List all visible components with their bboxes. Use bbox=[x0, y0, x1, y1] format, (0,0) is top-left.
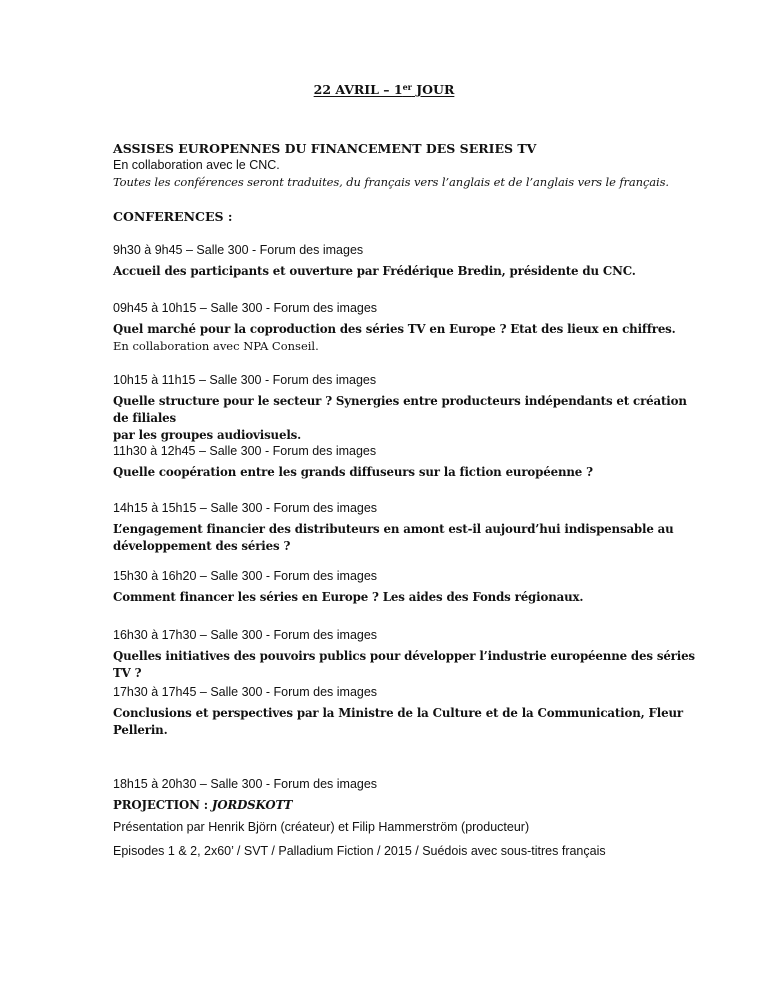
session-time: 15h30 à 16h20 – Salle 300 - Forum des images bbox=[113, 569, 378, 583]
session-2 bbox=[113, 300, 698, 355]
collaboration-note: En collaboration avec le CNC. bbox=[113, 158, 280, 172]
day-title-main: 22 AVRIL – 1 bbox=[313, 82, 403, 97]
session-3 bbox=[113, 372, 698, 444]
session-title: Quel marché pour la coproduction des séries TV en Europe ? Etat des lieux en chiffres. bbox=[113, 322, 676, 336]
film-title: JORDSKOTT bbox=[211, 798, 293, 812]
session-title-line-1: L’engagement financier des distributeurs en amont est-il aujourd’hui indispensable au bbox=[113, 522, 674, 536]
session-collaboration: En collaboration avec NPA Conseil. bbox=[113, 339, 319, 353]
day-title-end: JOUR bbox=[411, 82, 455, 97]
projection-title bbox=[113, 797, 698, 814]
day-title-text bbox=[314, 82, 455, 97]
session-title: Quelle coopération entre les grands diffuseurs sur la fiction européenne ? bbox=[113, 465, 593, 479]
session-time: 09h45 à 10h15 – Salle 300 - Forum des images bbox=[113, 301, 378, 315]
projection-label: PROJECTION : bbox=[113, 798, 212, 812]
session-title-line-2: par les groupes audiovisuels. bbox=[113, 428, 302, 442]
session-time: 10h15 à 11h15 – Salle 300 - Forum des images bbox=[113, 373, 377, 387]
day-title bbox=[0, 82, 768, 97]
session-title-line-2: développement des séries ? bbox=[113, 539, 291, 553]
projection-presenters: Présentation par Henrik Björn (créateur) et Filip Hammerström (producteur) bbox=[113, 820, 530, 834]
translation-note: Toutes les conférences seront traduites, du français vers l’anglais et de l’anglais vers le français. bbox=[113, 175, 669, 189]
event-header bbox=[113, 140, 713, 191]
projection-time: 18h15 à 20h30 – Salle 300 - Forum des images bbox=[113, 777, 378, 791]
session-4 bbox=[113, 443, 698, 481]
session-time: 16h30 à 17h30 – Salle 300 - Forum des images bbox=[113, 628, 378, 642]
session-title: Comment financer les séries en Europe ? Les aides des Fonds régionaux. bbox=[113, 590, 584, 604]
day-title-sup: er bbox=[402, 82, 412, 92]
session-title-line-1: Quelle structure pour le secteur ? Synergies entre producteurs indépendants et création de filiales bbox=[113, 394, 687, 425]
session-time: 14h15 à 15h15 – Salle 300 - Forum des images bbox=[113, 501, 378, 515]
projection bbox=[113, 776, 698, 859]
session-8 bbox=[113, 684, 698, 739]
session-title: Conclusions et perspectives par la Ministre de la Culture et de la Communication, Fleur Pellerin. bbox=[113, 706, 683, 737]
session-1 bbox=[113, 242, 698, 280]
session-time: 17h30 à 17h45 – Salle 300 - Forum des images bbox=[113, 685, 378, 699]
conferences-heading: CONFERENCES : bbox=[113, 209, 233, 224]
event-title: ASSISES EUROPENNES DU FINANCEMENT DES SERIES TV bbox=[113, 141, 537, 156]
session-7 bbox=[113, 627, 698, 682]
session-time: 11h30 à 12h45 – Salle 300 - Forum des images bbox=[113, 444, 377, 458]
projection-details: Episodes 1 & 2, 2x60’ / SVT / Palladium Fiction / 2015 / Suédois avec sous-titres français bbox=[113, 844, 606, 858]
session-time: 9h30 à 9h45 – Salle 300 - Forum des images bbox=[113, 243, 364, 257]
session-title: Quelles initiatives des pouvoirs publics pour développer l’industrie européenne des séries TV ? bbox=[113, 649, 695, 680]
session-5 bbox=[113, 500, 698, 555]
session-6 bbox=[113, 568, 698, 606]
session-title: Accueil des participants et ouverture par Frédérique Bredin, présidente du CNC. bbox=[113, 264, 636, 278]
